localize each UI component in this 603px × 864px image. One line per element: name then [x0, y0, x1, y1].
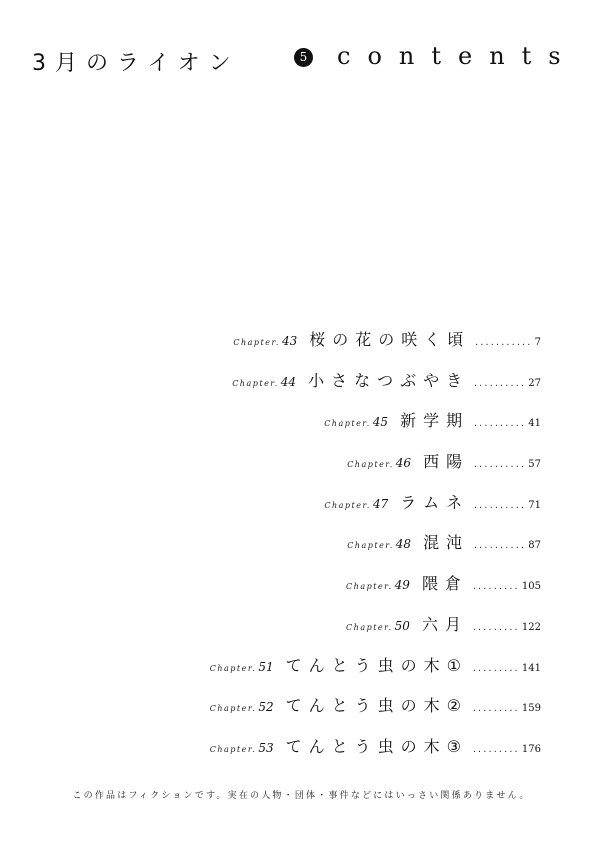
chapter-number: 43 [281, 334, 298, 348]
chapter-label: Chapter. [324, 419, 371, 429]
toc-entry-chapter-50[interactable] [0, 606, 603, 647]
toc-entry-chapter-52[interactable] [0, 687, 603, 728]
chapter-title: 桜の花の咲く頃 [309, 330, 471, 349]
page-number: 159 [521, 703, 541, 715]
chapter-label: Chapter. [347, 541, 394, 551]
page-number: 7 [534, 337, 541, 348]
page-number: 176 [521, 743, 541, 755]
chapter-title: てんとう虫の木③ [285, 736, 468, 756]
contents-heading: contents [337, 42, 578, 70]
chapter-number: 46 [395, 456, 412, 471]
chapter-label: Chapter. [209, 663, 257, 673]
dot-leader: ......... [471, 582, 519, 592]
chapter-title: てんとう虫の木② [285, 696, 468, 716]
page-number: 141 [521, 662, 541, 674]
chapter-label: Chapter. [346, 582, 393, 592]
chapter-number: 52 [258, 700, 274, 715]
chapter-label: Chapter. [209, 704, 257, 714]
dot-leader: .......... [473, 419, 526, 429]
chapter-title: 小さなつぶやき [308, 370, 470, 390]
chapter-number: 51 [258, 659, 274, 674]
page-number: 41 [528, 418, 541, 430]
toc-entry-chapter-48[interactable] [0, 524, 603, 565]
contents-header [32, 40, 578, 80]
dot-leader: ......... [471, 744, 519, 754]
chapter-number: 53 [258, 740, 274, 755]
chapter-title: 西陽 [423, 452, 470, 472]
chapter-title: 六月 [421, 614, 468, 634]
chapter-title: 混沌 [423, 533, 470, 553]
chapter-number: 50 [394, 618, 410, 633]
table-of-contents [0, 321, 603, 769]
page-number: 57 [528, 459, 541, 471]
toc-entry-chapter-47[interactable] [0, 484, 603, 525]
toc-entry-chapter-53[interactable] [0, 728, 603, 769]
toc-entry-chapter-45[interactable] [0, 402, 603, 443]
dot-leader: .......... [473, 378, 526, 388]
chapter-label: Chapter. [232, 378, 279, 388]
chapter-title: ラムネ [400, 492, 470, 512]
chapter-label: Chapter. [347, 460, 394, 470]
chapter-number: 49 [394, 578, 410, 593]
page-number: 122 [521, 621, 541, 633]
chapter-title: 新学期 [400, 411, 470, 431]
chapter-label: Chapter. [233, 338, 280, 347]
chapter-label: Chapter. [324, 500, 371, 510]
page-number: 105 [521, 581, 541, 593]
chapter-number: 47 [372, 496, 389, 511]
chapter-title: てんとう虫の木① [285, 655, 468, 675]
toc-entry-chapter-46[interactable] [0, 443, 603, 484]
chapter-label: Chapter. [346, 622, 393, 632]
dot-leader: .......... [473, 541, 526, 551]
chapter-number: 44 [280, 374, 297, 389]
toc-entry-chapter-43[interactable] [0, 321, 603, 362]
chapter-number: 45 [372, 415, 389, 430]
volume-number-badge: 5 [294, 48, 313, 67]
series-title: 3月のライオン [32, 51, 240, 76]
dot-leader: ......... [471, 704, 519, 714]
page-number: 71 [528, 499, 541, 511]
toc-entry-chapter-51[interactable] [0, 647, 603, 688]
chapter-title: 隈倉 [421, 574, 468, 594]
dot-leader: .......... [473, 500, 526, 510]
toc-entry-chapter-49[interactable] [0, 565, 603, 606]
dot-leader: ........... [474, 338, 532, 347]
dot-leader: ......... [471, 663, 519, 673]
dot-leader: ......... [471, 622, 519, 632]
chapter-number: 48 [395, 537, 412, 552]
page-number: 27 [528, 377, 541, 389]
dot-leader: .......... [473, 460, 526, 470]
fiction-disclaimer: この作品はフィクションです。実在の人物・団体・事件などにはいっさい関係ありません。 [72, 791, 531, 801]
chapter-label: Chapter. [209, 744, 257, 754]
page-number: 87 [528, 540, 541, 552]
toc-entry-chapter-44[interactable] [0, 362, 603, 403]
